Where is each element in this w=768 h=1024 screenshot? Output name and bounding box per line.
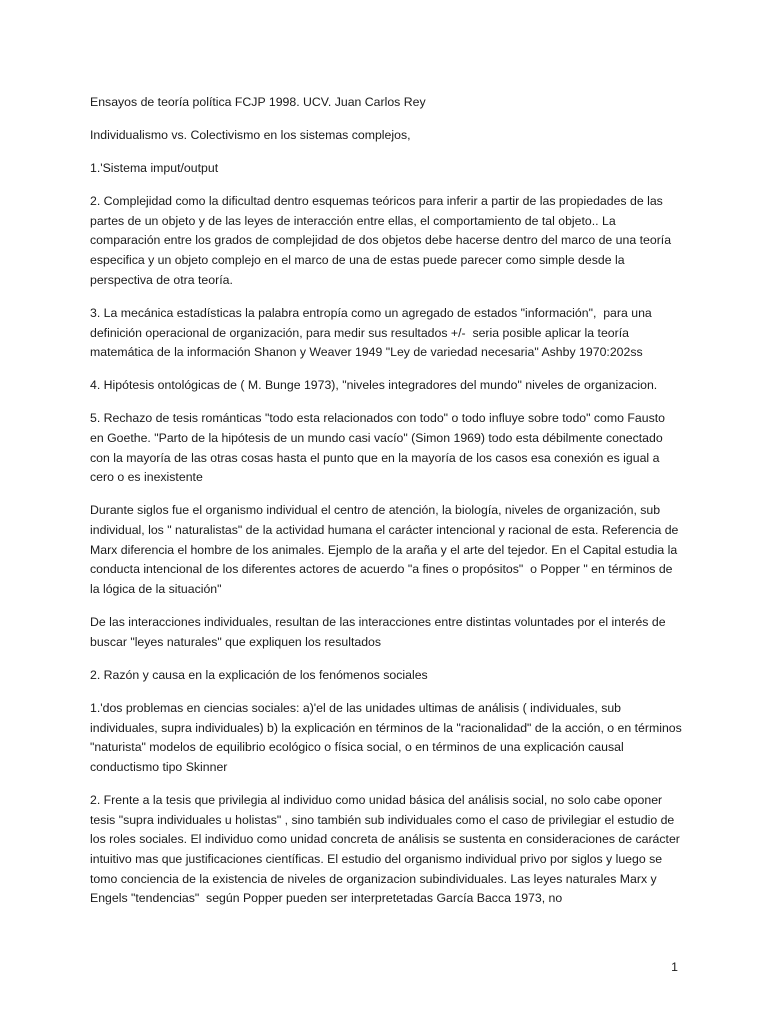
paragraph: 2. Complejidad como la dificultad dentro esquemas teóricos para inferir a partir de las propiedades de las partes de un objeto y de las leyes de interacción entre ellas, el comportamiento de tal objeto.. La comparación entre los grados de complejidad de dos objetos debe hacerse dentro del marco de una teoría especifica y un objeto complejo en el marco de una de estas puede parecer como simple desde la perspectiva de otra teoría.: [90, 194, 675, 287]
paragraph: 1.'Sistema imput/output: [90, 161, 219, 175]
paragraph: 1.'dos problemas en ciencias sociales: a)'el de las unidades ultimas de análisis ( individuales, sub individuales, supra individuales) b) la explicación en términos de la "racionalidad" de la acción, o en términos "naturista" modelos de equilibrio ecológico o física social, o en términos de una explicación causal conductismo tipo Skinner: [90, 700, 686, 774]
document-title: Ensayos de teoría política FCJP 1998. UCV. Juan Carlos Rey: [90, 95, 426, 109]
section-heading: 2. Razón y causa en la explicación de los fenómenos sociales: [90, 667, 428, 682]
paragraph: 2. Frente a la tesis que privilegia al individuo como unidad básica del análisis social, no solo cabe oponer tesis "supra individuales u holistas" , sino también sub individuales como el caso de privilegiar el estudio de los roles sociales. El individuo como unidad concreta de análisis se sustenta en consideraciones de carácter intuitivo mas que justificaciones científicas. El estudio del organismo individual privo por siglos y luego se tomo conciencia de la existencia de niveles de organizacion subindividuales. Las leyes naturales Marx y Engels "tendencias" según Popper pueden ser interpretetadas García Bacca 1973, no: [90, 792, 684, 906]
document-subtitle: Individualismo vs. Colectivismo en los sistemas complejos,: [90, 128, 411, 142]
paragraph: Durante siglos fue el organismo individual el centro de atención, la biología, niveles de organización, sub individual, los " naturalistas" de la actividad humana el carácter intencional y racional de esta. Referencia de Marx diferencia el hombre de los animales. Ejemplo de la araña y el arte del tejedor. En el Capital estudia la conducta intencional de los diferentes actores de acuerdo "a fines o propósitos" o Popper " en términos de la lógica de la situación": [90, 503, 682, 597]
document-body: [90, 93, 686, 922]
paragraph: 5. Rechazo de tesis románticas "todo esta relacionados con todo" o todo influye sobre todo" como Fausto en Goethe. "Parto de la hipótesis de un mundo casi vacío" (Simon 1969) todo esta débilmente conectado con la mayoría de las otras cosas hasta el punto que en la mayoría de los casos esa conexión es igual a cero o es inexistente: [90, 411, 669, 485]
paragraph: 4. Hipótesis ontológicas de ( M. Bunge 1973), "niveles integradores del mundo" niveles de organizacion.: [90, 378, 658, 393]
paragraph: De las interacciones individuales, resultan de las interacciones entre distintas voluntades por el interés de buscar "leyes naturales" que expliquen los resultados: [90, 615, 669, 649]
page-number: 1: [671, 960, 678, 974]
paragraph: 3. La mecánica estadísticas la palabra entropía como un agregado de estados "información", para una definición operacional de organización, para medir sus resultados +/- seria posible aplicar la teoría matemática de la información Shanon y Weaver 1949 "Ley de variedad necesaria" Ashby 1970:202ss: [90, 305, 656, 360]
